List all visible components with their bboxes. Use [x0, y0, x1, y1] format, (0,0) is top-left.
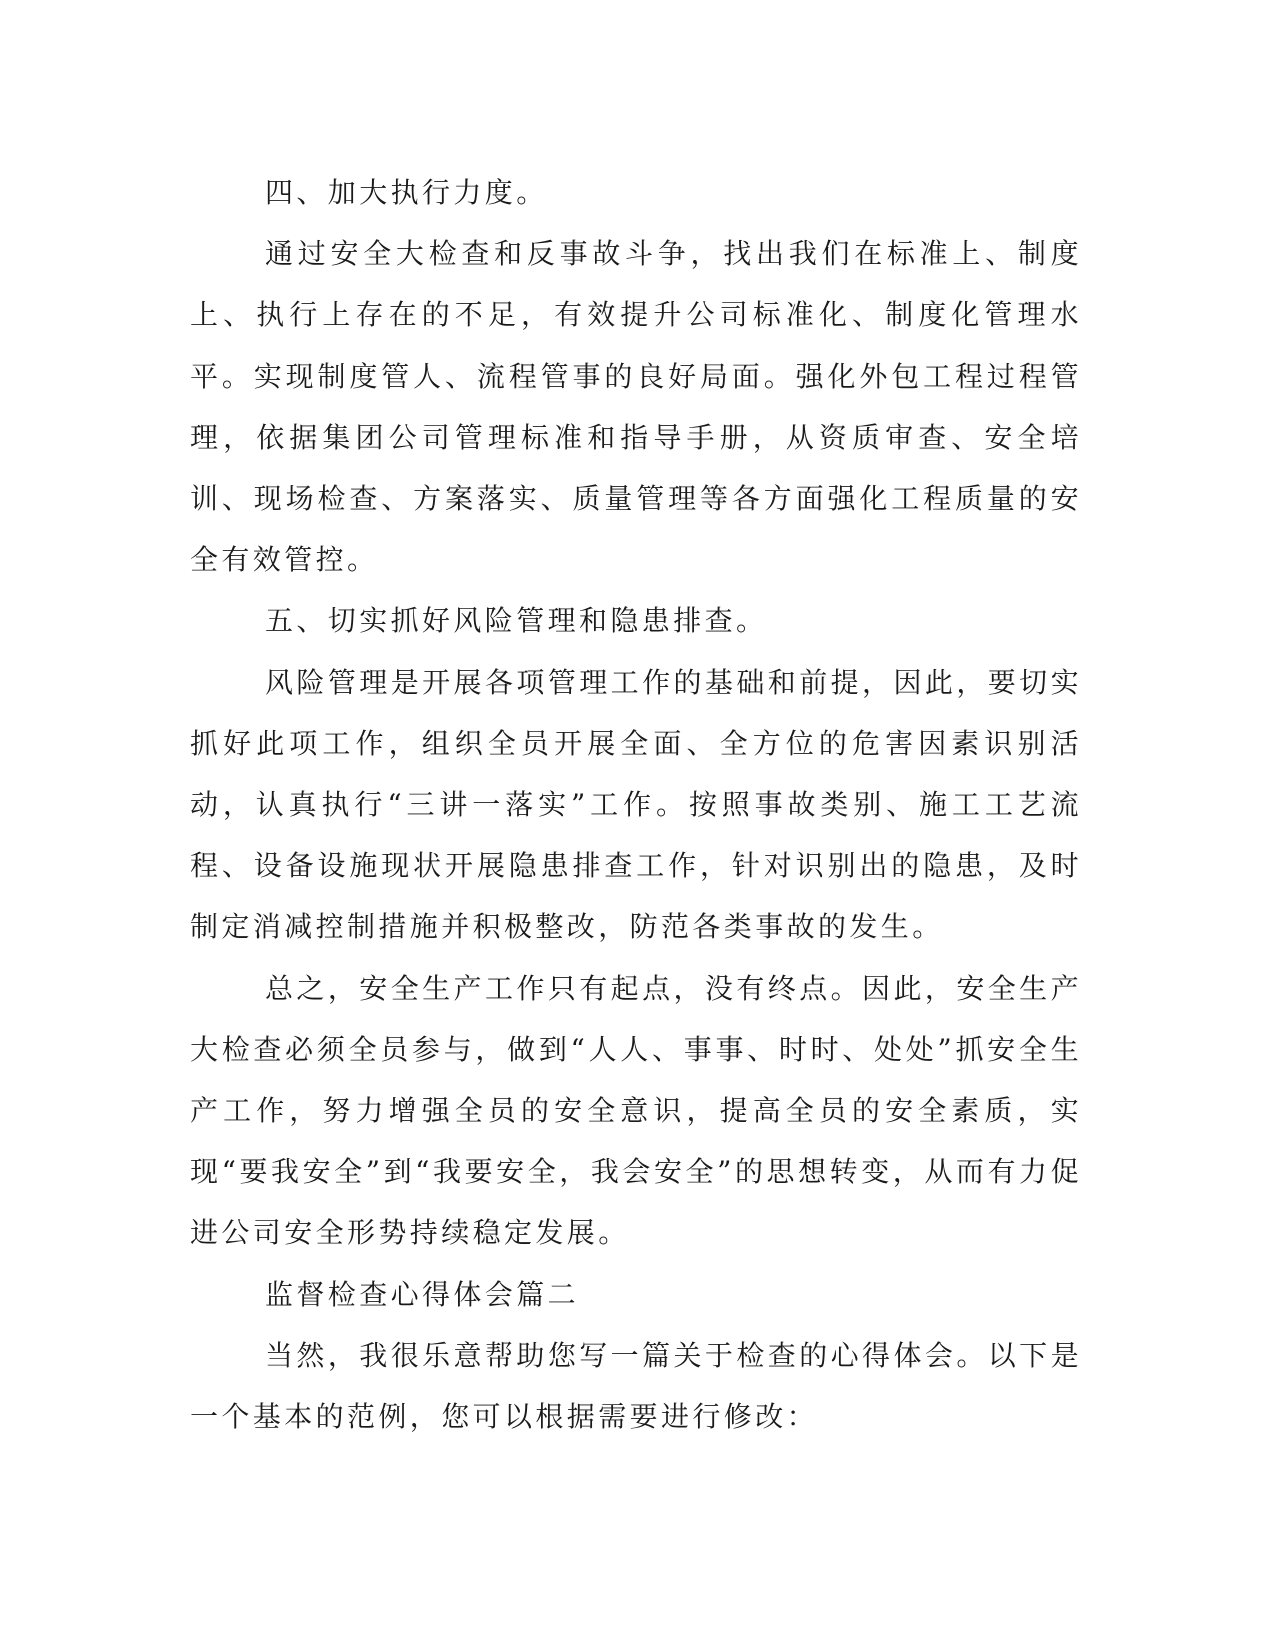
paragraph-risk-management: 风险管理是开展各项管理工作的基础和前提，因此，要切实抓好此项工作，组织全员开展全面、全方位的危害因素识别活动，认真执行“三讲一落实”工作。按照事故类别、施工工艺流程、设备设施现状开展隐患排查工作，针对识别出的隐患，及时制定消减控制措施并积极整改，防范各类事故的发生。 — [190, 665, 1082, 944]
paragraph-conclusion: 总之，安全生产工作只有起点，没有终点。因此，安全生产大检查必须全员参与，做到“人人、事事、时时、处处”抓安全生产工作，努力增强全员的安全意识，提高全员的安全素质，实现“要我安全”到“我要安全，我会安全”的思想转变，从而有力促进公司安全形势持续稳定发展。 — [190, 971, 1082, 1250]
paragraph-intro: 当然，我很乐意帮助您写一篇关于检查的心得体会。以下是一个基本的范例，您可以根据需要进行修改： — [190, 1338, 1082, 1434]
document-body — [190, 162, 1082, 1447]
section-heading-four: 四、加大执行力度。 — [265, 176, 548, 209]
article-title-part-two: 监督检查心得体会篇二 — [265, 1277, 580, 1311]
section-heading-five: 五、切实抓好风险管理和隐患排查。 — [265, 604, 768, 638]
paragraph-execution: 通过安全大检查和反事故斗争，找出我们在标准上、制度上、执行上存在的不足，有效提升公司标准化、制度化管理水平。实现制度管人、流程管事的良好局面。强化外包工程过程管理，依据集团公司管理标准和指导手册，从资质审查、安全培训、现场检查、方案落实、质量管理等各方面强化工程质量的安全有效管控。 — [190, 237, 1082, 577]
